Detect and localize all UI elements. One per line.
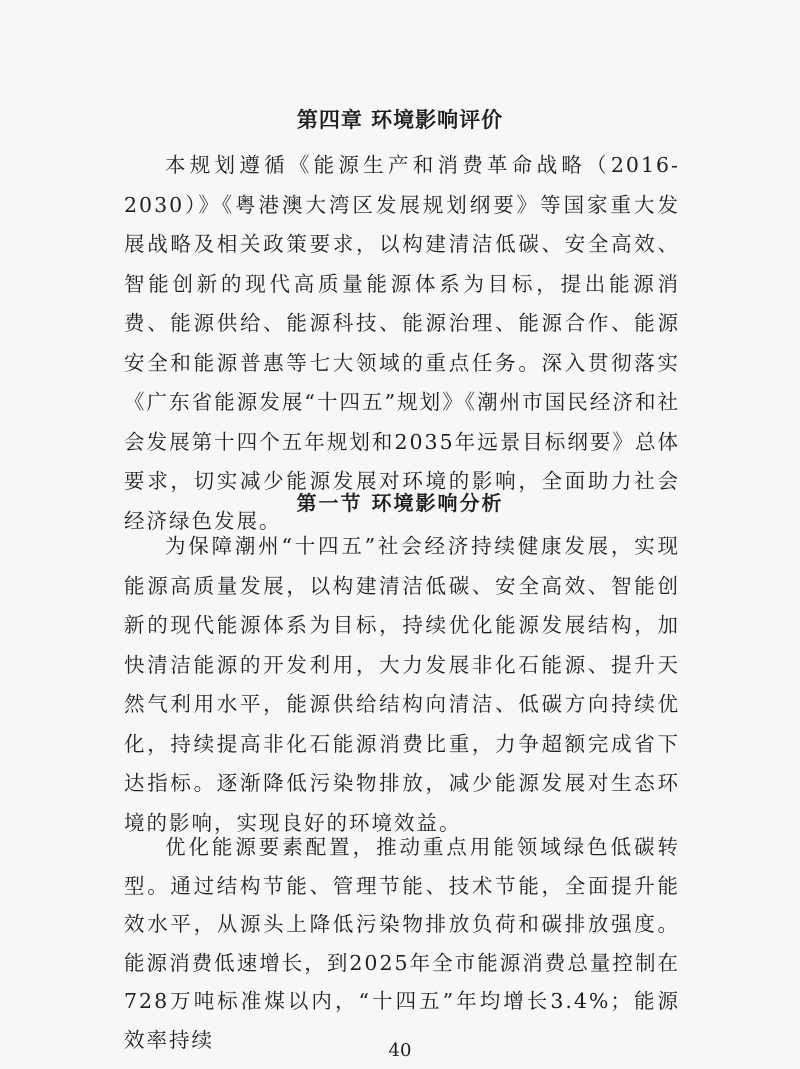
paragraph-analysis: 为保障潮州“十四五”社会经济持续健康发展，实现能源高质量发展，以构建清洁低碳、安全高效、智能创新的现代能源体系为目标，持续优化能源发展结构，加快清洁能源的开发利用，大力发展非化石能源、提升天然气利用水平，能源供给结构向清洁、低碳方向持续优化，持续提高非化石能源消费比重，力争超额完成省下达指标。逐渐降低污染物排放，减少能源发展对生态环境的影响，实现良好的环境效益。: [124, 534, 680, 835]
paragraph-optimization: 优化能源要素配置，推动重点用能领域绿色低碳转型。通过结构节能、管理节能、技术节能，全面提升能效水平，从源头上降低污染物排放负荷和碳排放强度。能源消费低速增长，到2025年全市能源消费总量控制在728万吨标准煤以内，“十四五”年均增长3.4%；能源效率持续: [124, 835, 680, 1052]
paragraph-intro: 本规划遵循《能源生产和消费革命战略（2016-2030）》《粤港澳大湾区发展规划纲要》等国家重大发展战略及相关政策要求，以构建清洁低碳、安全高效、智能创新的现代高质量能源体系为目标，提出能源消费、能源供给、能源科技、能源治理、能源合作、能源安全和能源普惠等七大领域的重点任务。深入贯彻落实《广东省能源发展“十四五”规划》《潮州市国民经济和社会发展第十四个五年规划和2035年远景目标纲要》总体要求，切实减少能源发展对环境的影响，全面助力社会经济绿色发展。: [124, 153, 680, 533]
section-title: 第一节 环境影响分析: [296, 491, 504, 515]
chapter-title: 第四章 环境影响评价: [296, 108, 504, 132]
page-number: 40: [388, 1040, 412, 1061]
